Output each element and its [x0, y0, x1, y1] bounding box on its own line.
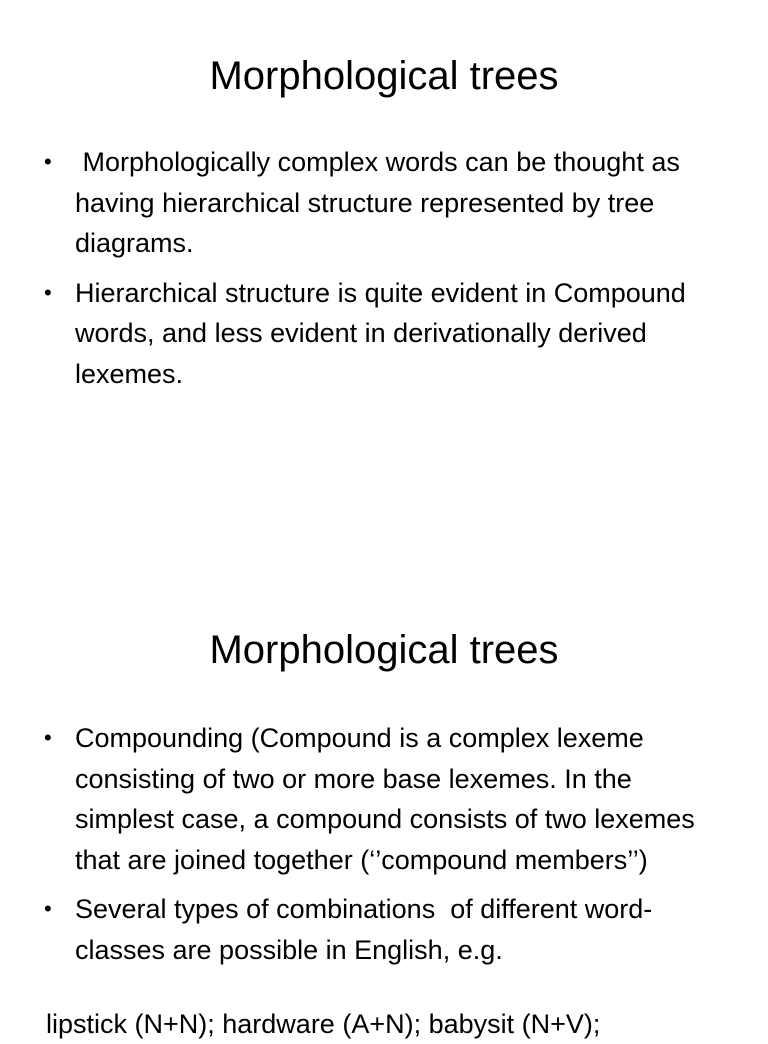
slide-title: Morphological trees — [209, 54, 559, 98]
bullet-text: Several types of combinations of different word-classes are possible in English, e.g. — [75, 894, 653, 965]
bullet-dot-icon: • — [44, 279, 52, 305]
slide-title: Morphological trees — [209, 628, 559, 672]
bullet-text: Morphologically complex words can be thought as having hierarchical structure represented by tree diagrams. — [75, 147, 688, 258]
bullet-dot-icon: • — [44, 896, 52, 921]
list-item — [44, 142, 734, 264]
bullet-dot-icon: • — [44, 149, 52, 174]
bullet-dot-icon: • — [44, 725, 52, 750]
bullet-text: Hierarchical structure is quite evident in Compound words, and less evident in derivationally derived lexemes. — [75, 277, 686, 389]
list-item — [44, 718, 734, 880]
slide-2 — [0, 576, 768, 1039]
list-item — [44, 889, 734, 970]
bullet-text: Compounding (Compound is a complex lexeme consisting of two or more base lexemes. In the simplest case, a compound consists of two lexemes that are joined together (‘’compound members’’) — [75, 723, 695, 875]
bullet-list — [44, 142, 734, 403]
list-item — [44, 273, 734, 395]
bullet-list — [44, 718, 734, 979]
cutoff-text-line: lipstick (N+N); hardware (A+N); babysit (N+V); — [46, 1009, 601, 1039]
